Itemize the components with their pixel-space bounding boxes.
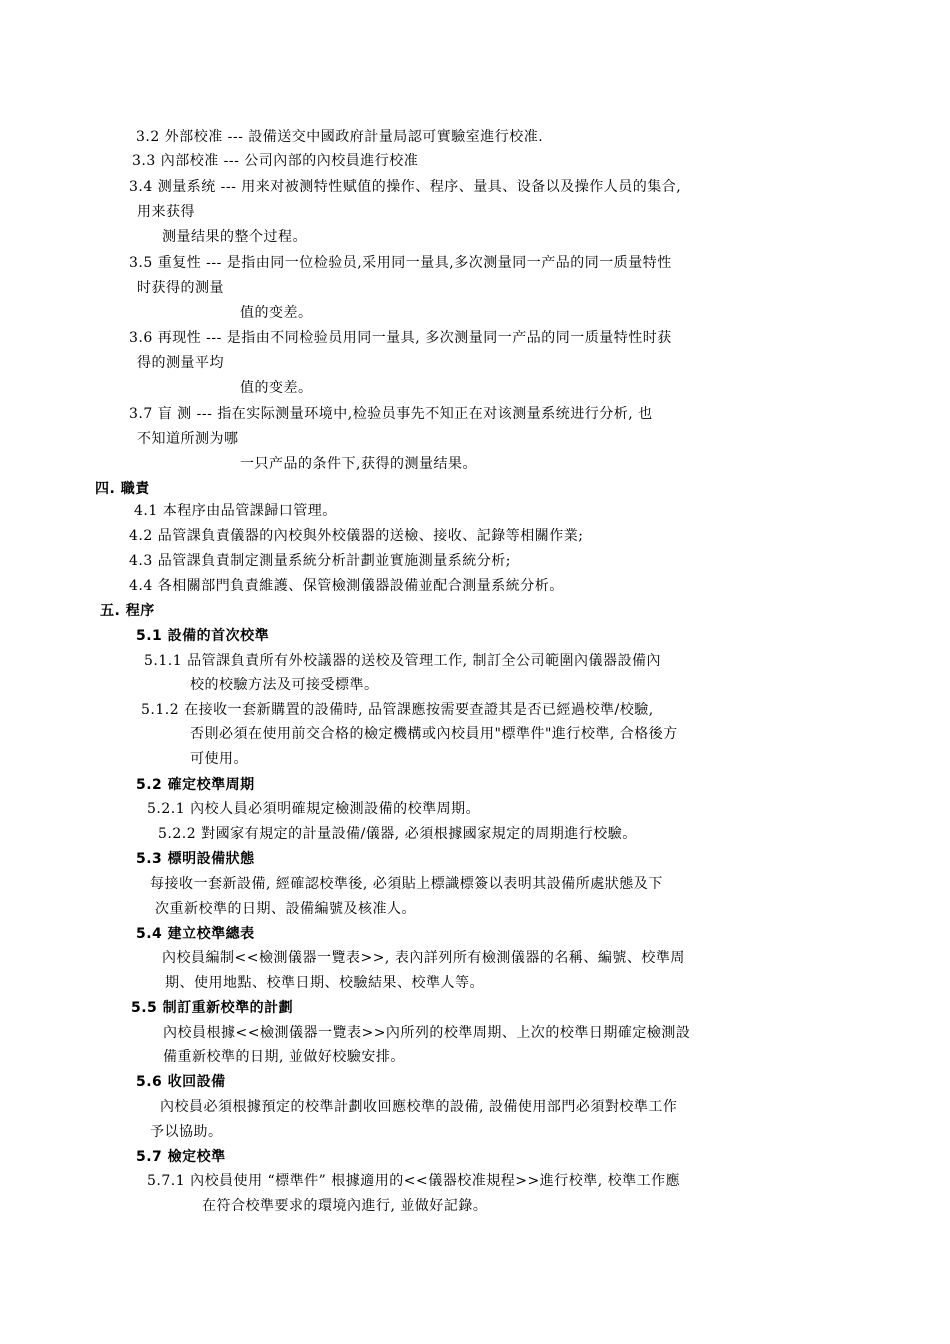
section-5-heading: 五. 程序 bbox=[100, 603, 155, 619]
heading-5-4: 5.4 建立校準總表 bbox=[136, 926, 255, 942]
section-4-heading: 四. 職責 bbox=[95, 481, 150, 497]
item-5-2-1: 5.2.1 內校人員必須明確規定檢測設備的校準周期。 bbox=[147, 801, 481, 817]
item-5-6-line1: 內校員必須根據預定的校準計劃收回應校準的設備, 設備使用部門必須對校準工作 bbox=[160, 1099, 678, 1115]
heading-5-2: 5.2 確定校準周期 bbox=[136, 777, 255, 793]
definition-3-5-line3: 值的变差。 bbox=[240, 305, 313, 321]
item-5-1-2-line2: 否則必須在使用前交合格的檢定機構或內校員用"標準件"進行校準, 合格後方 bbox=[190, 726, 678, 742]
item-4-2: 4.2 品管課負責儀器的內校與外校儀器的送檢、接收、記錄等相關作業; bbox=[129, 528, 584, 544]
item-5-7-1-line1: 5.7.1 內校員使用 “標準件” 根據適用的<<儀器校准規程>>進行校準, 校準工作應 bbox=[147, 1173, 681, 1189]
item-5-7-1-line2: 在符合校準要求的環境內進行, 並做好記錄。 bbox=[202, 1198, 488, 1214]
item-5-3-line2: 次重新校準的日期、設備編號及核准人。 bbox=[155, 901, 416, 917]
definition-3-7-line1: 3.7 盲 测 --- 指在实际测量环境中,检验员事先不知正在对该测量系统进行分析, 也 bbox=[129, 406, 653, 422]
item-5-5-line1: 內校員根據<<檢測儀器一覽表>>內所列的校準周期、上次的校準日期確定檢測設 bbox=[163, 1025, 691, 1041]
item-5-5-line2: 備重新校準的日期, 並做好校驗安排。 bbox=[163, 1049, 405, 1065]
definition-3-4-line2: 用来获得 bbox=[137, 204, 195, 220]
definition-3-4-line3: 测量结果的整个过程。 bbox=[162, 229, 307, 245]
item-4-4: 4.4 各相關部門負責維護、保管檢測儀器設備並配合測量系統分析。 bbox=[129, 578, 564, 594]
heading-5-3: 5.3 標明設備狀態 bbox=[136, 851, 255, 867]
item-5-4-line1: 內校員編制<<檢測儀器一覽表>>, 表內詳列所有檢測儀器的名稱、編號、校準周 bbox=[162, 950, 685, 966]
definition-3-7-line3: 一只产品的条件下,获得的测量结果。 bbox=[240, 456, 477, 472]
item-5-3-line1: 每接收一套新設備, 經確認校準後, 必須貼上標識標簽以表明其設備所處狀態及下 bbox=[150, 876, 663, 892]
item-5-1-1-line2: 校的校驗方法及可接受標準。 bbox=[190, 677, 379, 693]
item-5-4-line2: 期、使用地點、校準日期、校驗結果、校準人等。 bbox=[165, 975, 484, 991]
definition-3-4-line1: 3.4 测量系统 --- 用来对被测特性赋值的操作、程序、量具、设备以及操作人员的集合, bbox=[129, 179, 682, 195]
item-4-3: 4.3 品管課負責制定測量系統分析計劃並實施測量系統分析; bbox=[129, 553, 511, 569]
definition-3-5-line2: 时获得的测量 bbox=[137, 280, 224, 296]
definition-3-6-line1: 3.6 再现性 --- 是指由不同检验员用同一量具, 多次测量同一产品的同一质量特性时获 bbox=[129, 330, 672, 346]
item-5-6-line2: 予以協助。 bbox=[150, 1124, 223, 1140]
definition-3-2: 3.2 外部校准 --- 設備送交中國政府計量局認可實驗室進行校准. bbox=[136, 129, 544, 145]
item-5-1-1-line1: 5.1.1 品管課負責所有外校議器的送校及管理工作, 制訂全公司範圍內儀器設備內 bbox=[144, 653, 661, 669]
item-5-1-2-line1: 5.1.2 在接收一套新購置的設備時, 品管課應按需要查證其是否已經過校準/校驗, bbox=[141, 702, 654, 718]
heading-5-1: 5.1 設備的首次校準 bbox=[136, 628, 270, 644]
definition-3-3: 3.3 內部校准 --- 公司內部的內校員進行校准 bbox=[132, 153, 419, 169]
item-5-1-2-line3: 可使用。 bbox=[190, 751, 248, 767]
definition-3-7-line2: 不知道所测为哪 bbox=[137, 431, 239, 447]
definition-3-6-line3: 值的变差。 bbox=[240, 380, 313, 396]
definition-3-5-line1: 3.5 重复性 --- 是指由同一位检验员,采用同一量具,多次测量同一产品的同一质量特性 bbox=[129, 255, 672, 271]
item-4-1: 4.1 本程序由品管課歸口管理。 bbox=[134, 503, 337, 519]
heading-5-6: 5.6 收回設備 bbox=[136, 1074, 226, 1090]
heading-5-5: 5.5 制訂重新校準的計劃 bbox=[131, 1000, 294, 1016]
heading-5-7: 5.7 檢定校準 bbox=[136, 1149, 226, 1165]
item-5-2-2: 5.2.2 對國家有規定的計量設備/儀器, 必須根據國家規定的周期進行校驗。 bbox=[158, 826, 637, 842]
definition-3-6-line2: 得的测量平均 bbox=[137, 355, 224, 371]
